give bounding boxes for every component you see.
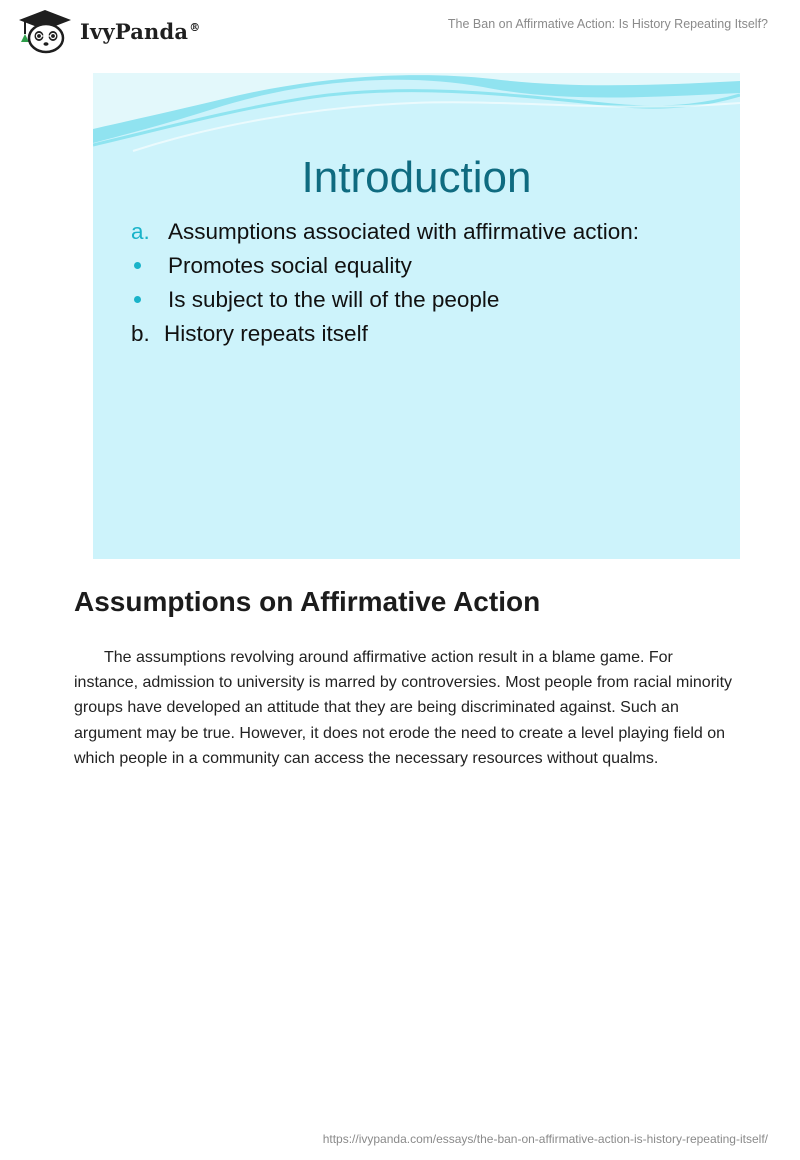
slide-item-text: Assumptions associated with affirmative action: [168,219,640,244]
logo-text: IvyPanda® [80,18,201,44]
running-title: The Ban on Affirmative Action: Is History Repeating Itself? [447,17,768,31]
list-marker: a. [131,219,150,244]
slide-item-text: History repeats itself [164,321,368,346]
slide-item-bullet [131,249,639,283]
list-marker: b. [131,321,150,346]
footer-url[interactable]: https://ivypanda.com/essays/the-ban-on-affirmative-action-is-history-repeating-itself/ [322,1132,768,1146]
ivypanda-logo[interactable] [16,8,200,54]
body-paragraph: The assumptions revolving around affirmative action result in a blame game. For instance, admission to university is marred by controversies. Most people from racial minority groups have developed an attitude that they are being discriminated against. Such an argument may be true. However, it does not erode the need to create a level playing field on which people in a community can access the necessary resources without qualms. [74,649,733,767]
bullet-icon [131,283,168,317]
slide-item-bullet [131,283,639,317]
slide-item-text: Promotes social equality [168,253,412,278]
slide-image [93,73,740,559]
panda-graduate-icon [16,8,74,54]
slide-title: Introduction [301,153,532,202]
slide-item-text: Is subject to the will of the people [168,287,500,312]
slide-item-b [131,317,639,351]
slide-item-a [131,215,639,249]
slide-list [131,215,639,351]
section-heading: Assumptions on Affirmative Action [74,586,541,617]
bullet-icon [131,249,168,283]
